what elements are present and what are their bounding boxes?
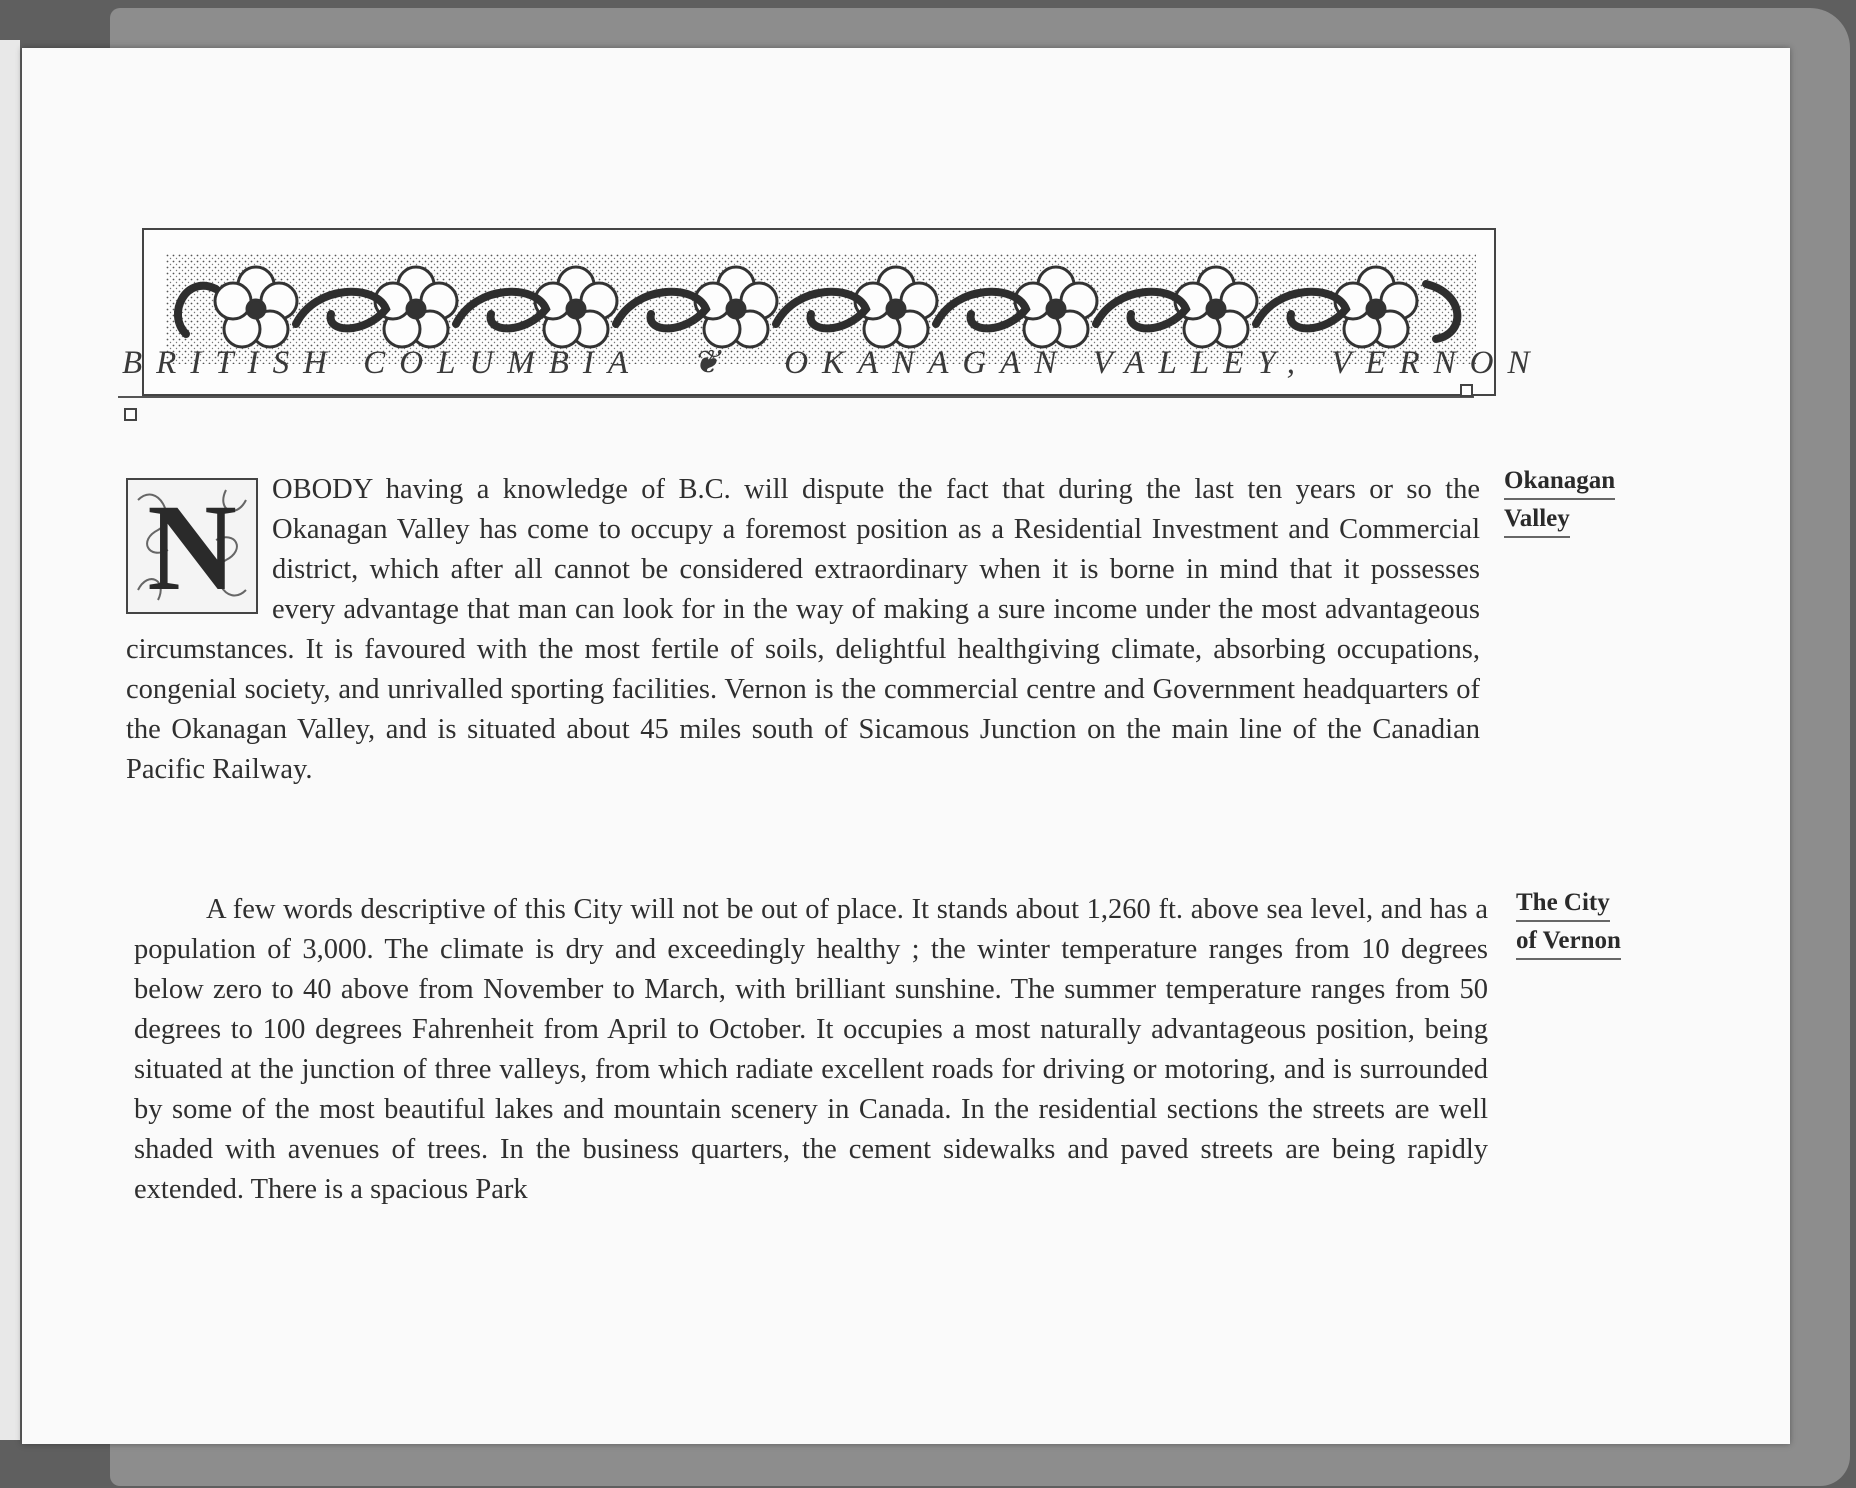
running-head-left: BRITISH COLUMBIA	[122, 345, 643, 381]
leaf-ornament-icon: ❦	[692, 345, 734, 381]
sidenote-line: Okanagan	[1504, 464, 1615, 500]
sidenote-line: Valley	[1504, 502, 1570, 538]
sidenote-city-of-vernon	[1516, 884, 1621, 960]
corner-ornament-left	[124, 408, 137, 421]
paragraph-okanagan-valley	[126, 470, 1480, 790]
paragraph-city-of-vernon: A few words descriptive of this City will not be out of place. It stands about 1,260 ft. above sea level, and has a population of 3,000. The climate is dry and exceedingly healthy ; the winter temperature ranges from 10 degrees below zero to 40 above from November to March, with brilliant sunshine. The summer temperature ranges from 50 degrees to 100 degrees Fahrenheit from April to October. It occupies a most naturally advantageous position, being situated at the junction of three valleys, from which radiate excellent roads for driving or motoring, and is surrounded by some of the most beautiful lakes and mountain scenery in Canada. In the residential sections the streets are well shaded with avenues of trees. In the business quarters, the cement sidewalks and paved streets are being rapidly extended. There is a spacious Park	[134, 894, 1488, 1205]
left-page-edge	[0, 40, 20, 1440]
sidenote-okanagan-valley	[1504, 462, 1615, 538]
running-head	[122, 342, 1544, 402]
running-head-right: OKANAGAN VALLEY, VERNON	[784, 345, 1544, 381]
drop-cap-letter: N	[147, 479, 237, 616]
paragraph-okanagan-text: OBODY having a knowledge of B.C. will dispute the fact that during the last ten years or so the Okanagan Valley has come to occupy a foremost position as a Residential Investment and Commercial district, which after all cannot be considered extraordinary when it is borne in mind that it possesses every advantage that man can look for in the way of making a sure income under the most advantageous circumstances. It is favoured with the most fertile of soils, delightful healthgiving climate, absorbing occupations, congenial society, and unrivalled sporting facilities. Vernon is the commercial centre and Government headquarters of the Okanagan Valley, and is situated about 45 miles south of Sicamous Junction on the main line of the Canadian Pacific Railway.	[126, 474, 1480, 785]
drop-cap	[126, 478, 258, 614]
corner-ornament-right	[1460, 384, 1473, 397]
sidenote-line: of Vernon	[1516, 924, 1621, 960]
sidenote-line: The City	[1516, 886, 1610, 922]
header-rule	[118, 396, 1474, 398]
